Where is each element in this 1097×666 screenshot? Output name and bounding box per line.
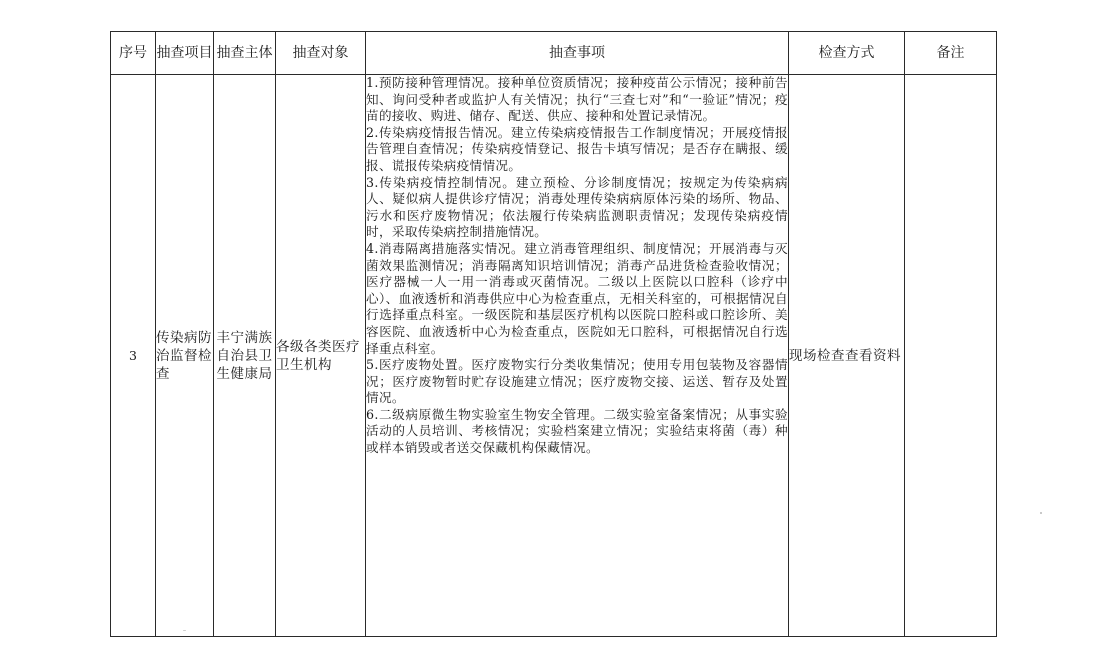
header-remarks: 备注 <box>905 32 997 75</box>
cell-no: 3 <box>111 75 156 637</box>
table-row <box>111 75 997 637</box>
matter-item-1: 1.预防接种管理情况。接种单位资质情况；接种疫苗公示情况；接种前告知、询问受种者或监护人有关情况；执行“三查七对”和“一验证”情况；疫苗的接收、购进、储存、配送、供应、接种和处置记录情况。 <box>366 75 788 124</box>
header-object: 抽查对象 <box>276 32 366 75</box>
cell-item: 传染病防治监督检查 <box>156 75 214 637</box>
cell-object: 各级各类医疗卫生机构 <box>276 75 366 637</box>
scan-speck <box>1040 512 1042 514</box>
cell-remarks <box>905 75 997 637</box>
cell-subject: 丰宁满族自治县卫生健康局 <box>214 75 276 637</box>
header-subject: 抽查主体 <box>214 32 276 75</box>
matter-item-2: 2.传染病疫情报告情况。建立传染病疫情报告工作制度情况；开展疫情报告管理自查情况；传染病疫情登记、报告卡填写情况；是否存在瞒报、缓报、谎报传染病疫情情况。 <box>366 124 788 173</box>
header-method: 检查方式 <box>789 32 905 75</box>
header-row <box>111 32 997 75</box>
matter-item-4: 4.消毒隔离措施落实情况。建立消毒管理组织、制度情况；开展消毒与灭菌效果监测情况；消毒隔离知识培训情况；消毒产品进货检查验收情况；医疗器械一人一用一消毒或灭菌情况。二级以上医院以口腔科（诊疗中心）、血液透析和消毒供应中心为检查重点，无相关科室的，可根据情况自行选择重点科室。一级医院和基层医疗机构以医院口腔科或口腔诊所、美容医院、血液透析中心为检查重点，医院如无口腔科，可根据情况自行选择重点科室。 <box>366 240 788 356</box>
header-matters: 抽查事项 <box>366 32 789 75</box>
matter-item-3: 3.传染病疫情控制情况。建立预检、分诊制度情况；按规定为传染病病人、疑似病人提供诊疗情况；消毒处理传染病病原体污染的场所、物品、污水和医疗废物情况；依法履行传染病监测职责情况；发现传染病疫情时，采取传染病控制措施情况。 <box>366 174 788 240</box>
matter-item-5: 5.医疗废物处置。医疗废物实行分类收集情况；使用专用包装物及容器情况；医疗废物暂时贮存设施建立情况；医疗废物交接、运送、暂存及处置情况。 <box>366 357 788 406</box>
matter-item-6: 6.二级病原微生物实验室生物安全管理。二级实验室备案情况；从事实验活动的人员培训、考核情况；实验档案建立情况；实验结束将菌（毒）种或样本销毁或者送交保藏机构保藏情况。 <box>366 406 788 456</box>
header-no: 序号 <box>111 32 156 75</box>
header-item: 抽查项目 <box>156 32 214 75</box>
inspection-table <box>110 31 997 637</box>
cell-method: 现场检查查看资料 <box>789 75 905 637</box>
cell-matters <box>366 75 789 637</box>
